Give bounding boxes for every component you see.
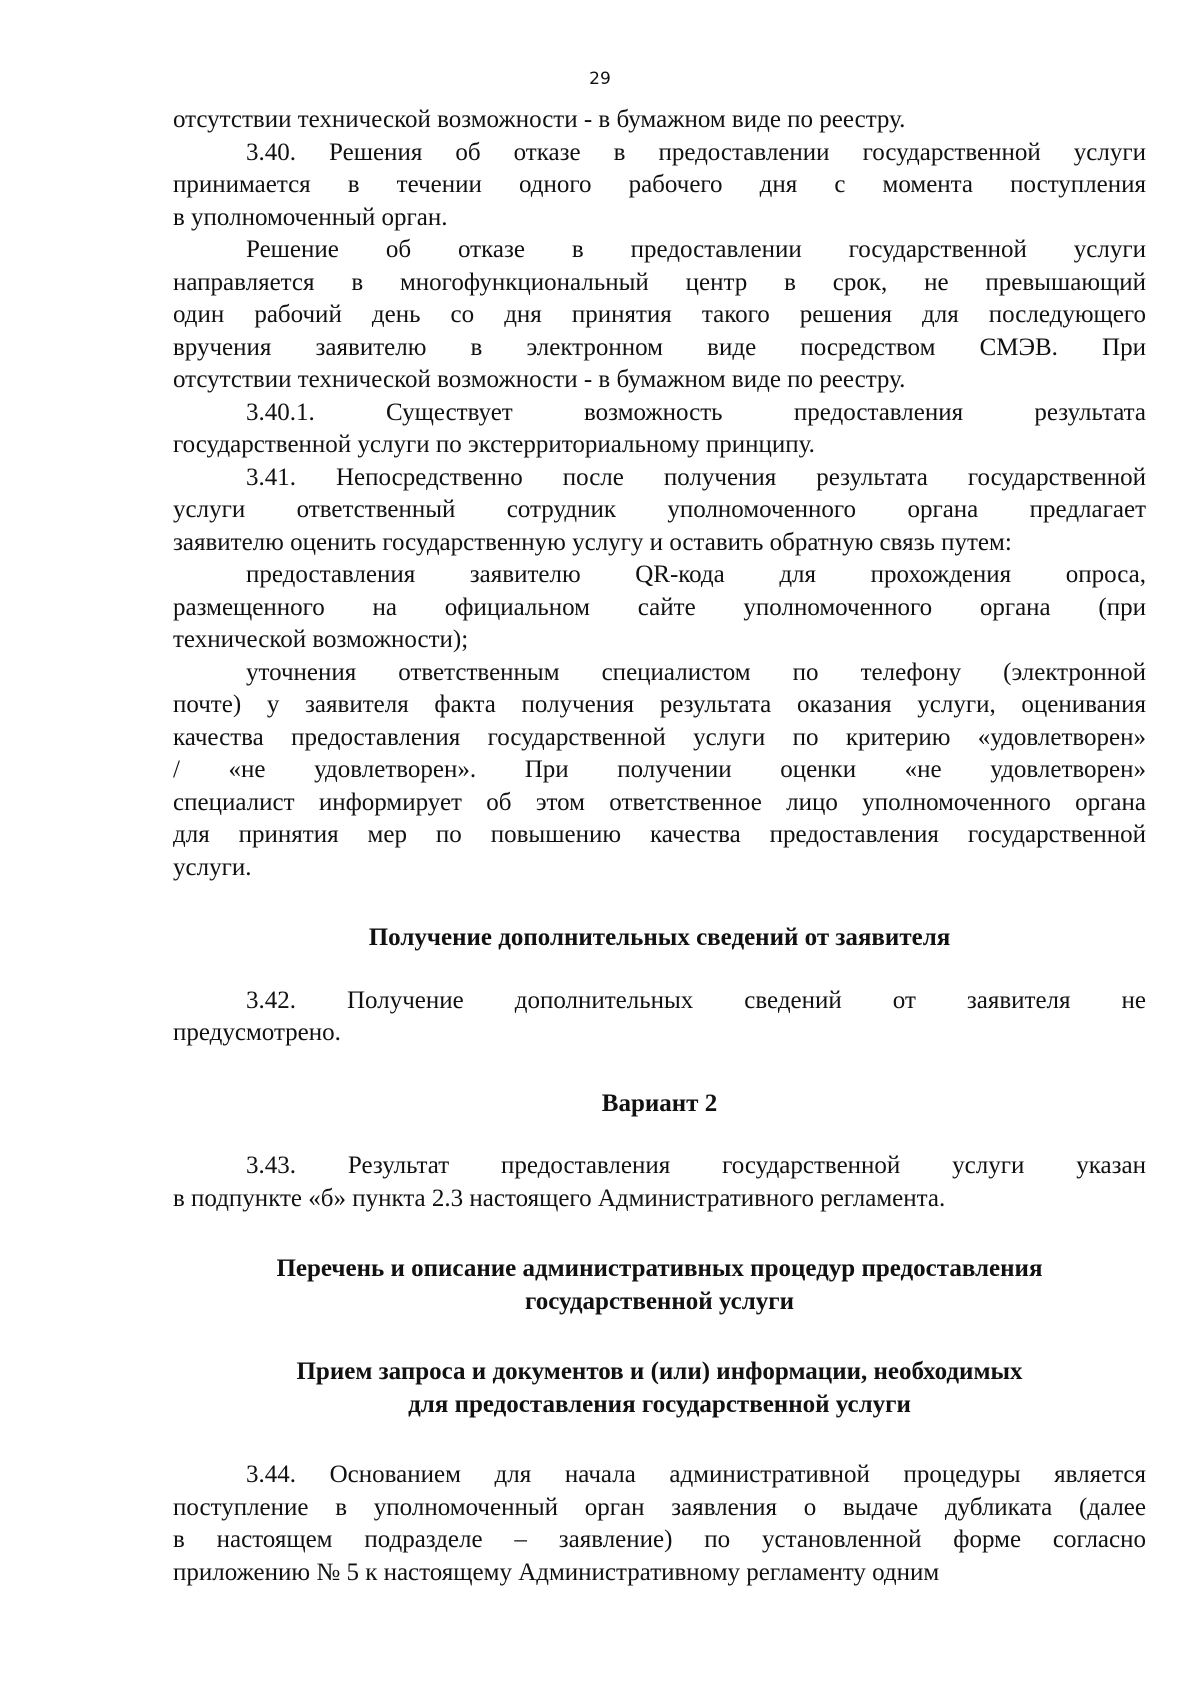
text-line: приложению № 5 к настоящему Административному регламенту одним <box>173 1558 940 1586</box>
page-number: 29 <box>589 69 611 89</box>
spacer <box>173 884 1146 922</box>
spacer <box>173 1215 1146 1253</box>
section-heading: для предоставления государственной услуги <box>408 1390 911 1418</box>
text-line: в уполномоченный орган. <box>173 203 448 231</box>
text-line: отсутствии технической возможности - в бумажном виде по реестру. <box>173 106 906 133</box>
text-line: предусмотрено. <box>173 1019 341 1046</box>
paragraph <box>173 234 1146 397</box>
spacer <box>173 1318 1146 1356</box>
text-line: 3.41. Непосредственно после получения результата государственной <box>246 463 1146 491</box>
text-line: один рабочий день со дня принятия такого решения для последующего <box>173 301 1146 328</box>
text-line: Решение об отказе в предоставлении государственной услуги <box>246 236 1146 263</box>
text-line: услуги. <box>173 853 252 881</box>
text-line: государственной услуги по экстерриториальному принципу. <box>173 431 815 458</box>
text-line: принимается в течении одного рабочего дня с момента поступления <box>173 171 1146 198</box>
text-line: поступление в уполномоченный орган заявления о выдаче дубликата (далее <box>173 1493 1146 1521</box>
text-line: заявителю оценить государственную услугу и оставить обратную связь путем: <box>173 528 1012 556</box>
text-line: почте) у заявителя факта получения результата оказания услуги, оценивания <box>173 691 1146 718</box>
text-line: 3.44. Основанием для начала административной процедуры является <box>246 1461 1146 1488</box>
text-line: в подпункте «б» пункта 2.3 настоящего Административного регламента. <box>173 1184 946 1212</box>
section-heading: Получение дополнительных сведений от заявителя <box>368 924 951 951</box>
text-line: 3.40. Решения об отказе в предоставлении государственной услуги <box>246 138 1146 166</box>
text-line: для принятия мер по повышению качества предоставления государственной <box>173 821 1146 848</box>
paragraph <box>173 397 1146 462</box>
paragraph <box>173 462 1146 560</box>
text-line: в настоящем подразделе – заявление) по установленной форме согласно <box>173 1526 1146 1553</box>
section-heading: Прием запроса и документов и (или) информации, необходимых <box>296 1358 1023 1385</box>
text-line: направляется в многофункциональный центр в срок, не превышающий <box>173 268 1146 296</box>
paragraph <box>173 1150 1146 1215</box>
paragraph <box>173 657 1146 885</box>
text-line: технической возможности); <box>173 626 469 653</box>
section-heading: Перечень и описание административных процедур предоставления <box>276 1255 1043 1282</box>
document-body <box>173 104 1146 1589</box>
text-line: / «не удовлетворен». При получении оценки «не удовлетворен» <box>173 756 1146 783</box>
text-line: предоставления заявителю QR-кода для прохождения опроса, <box>246 561 1146 588</box>
section-heading: государственной услуги <box>524 1287 795 1315</box>
spacer <box>173 955 1146 985</box>
paragraph <box>173 559 1146 657</box>
spacer <box>173 1421 1146 1459</box>
paragraph <box>173 985 1146 1050</box>
section-heading: Вариант 2 <box>601 1089 718 1117</box>
text-line: 3.40.1. Существует возможность предоставления результата <box>246 398 1146 426</box>
spacer <box>173 1050 1146 1088</box>
paragraph <box>173 104 1146 137</box>
text-line: 3.42. Получение дополнительных сведений от заявителя не <box>246 986 1146 1014</box>
text-line: услуги ответственный сотрудник уполномоченного органа предлагает <box>173 496 1146 523</box>
text-line: 3.43. Результат предоставления государственной услуги указан <box>246 1152 1146 1179</box>
text-line: качества предоставления государственной услуги по критерию «удовлетворен» <box>173 723 1146 751</box>
spacer <box>173 1120 1146 1150</box>
text-line: отсутствии технической возможности - в бумажном виде по реестру. <box>173 366 906 393</box>
text-line: уточнения ответственным специалистом по телефону (электронной <box>246 658 1146 686</box>
text-line: вручения заявителю в электронном виде посредством СМЭВ. При <box>173 333 1146 361</box>
text-line: размещенного на официальном сайте уполномоченного органа (при <box>173 593 1146 621</box>
paragraph <box>173 137 1146 235</box>
text-line: специалист информирует об этом ответственное лицо уполномоченного органа <box>173 788 1146 816</box>
paragraph <box>173 1459 1146 1589</box>
